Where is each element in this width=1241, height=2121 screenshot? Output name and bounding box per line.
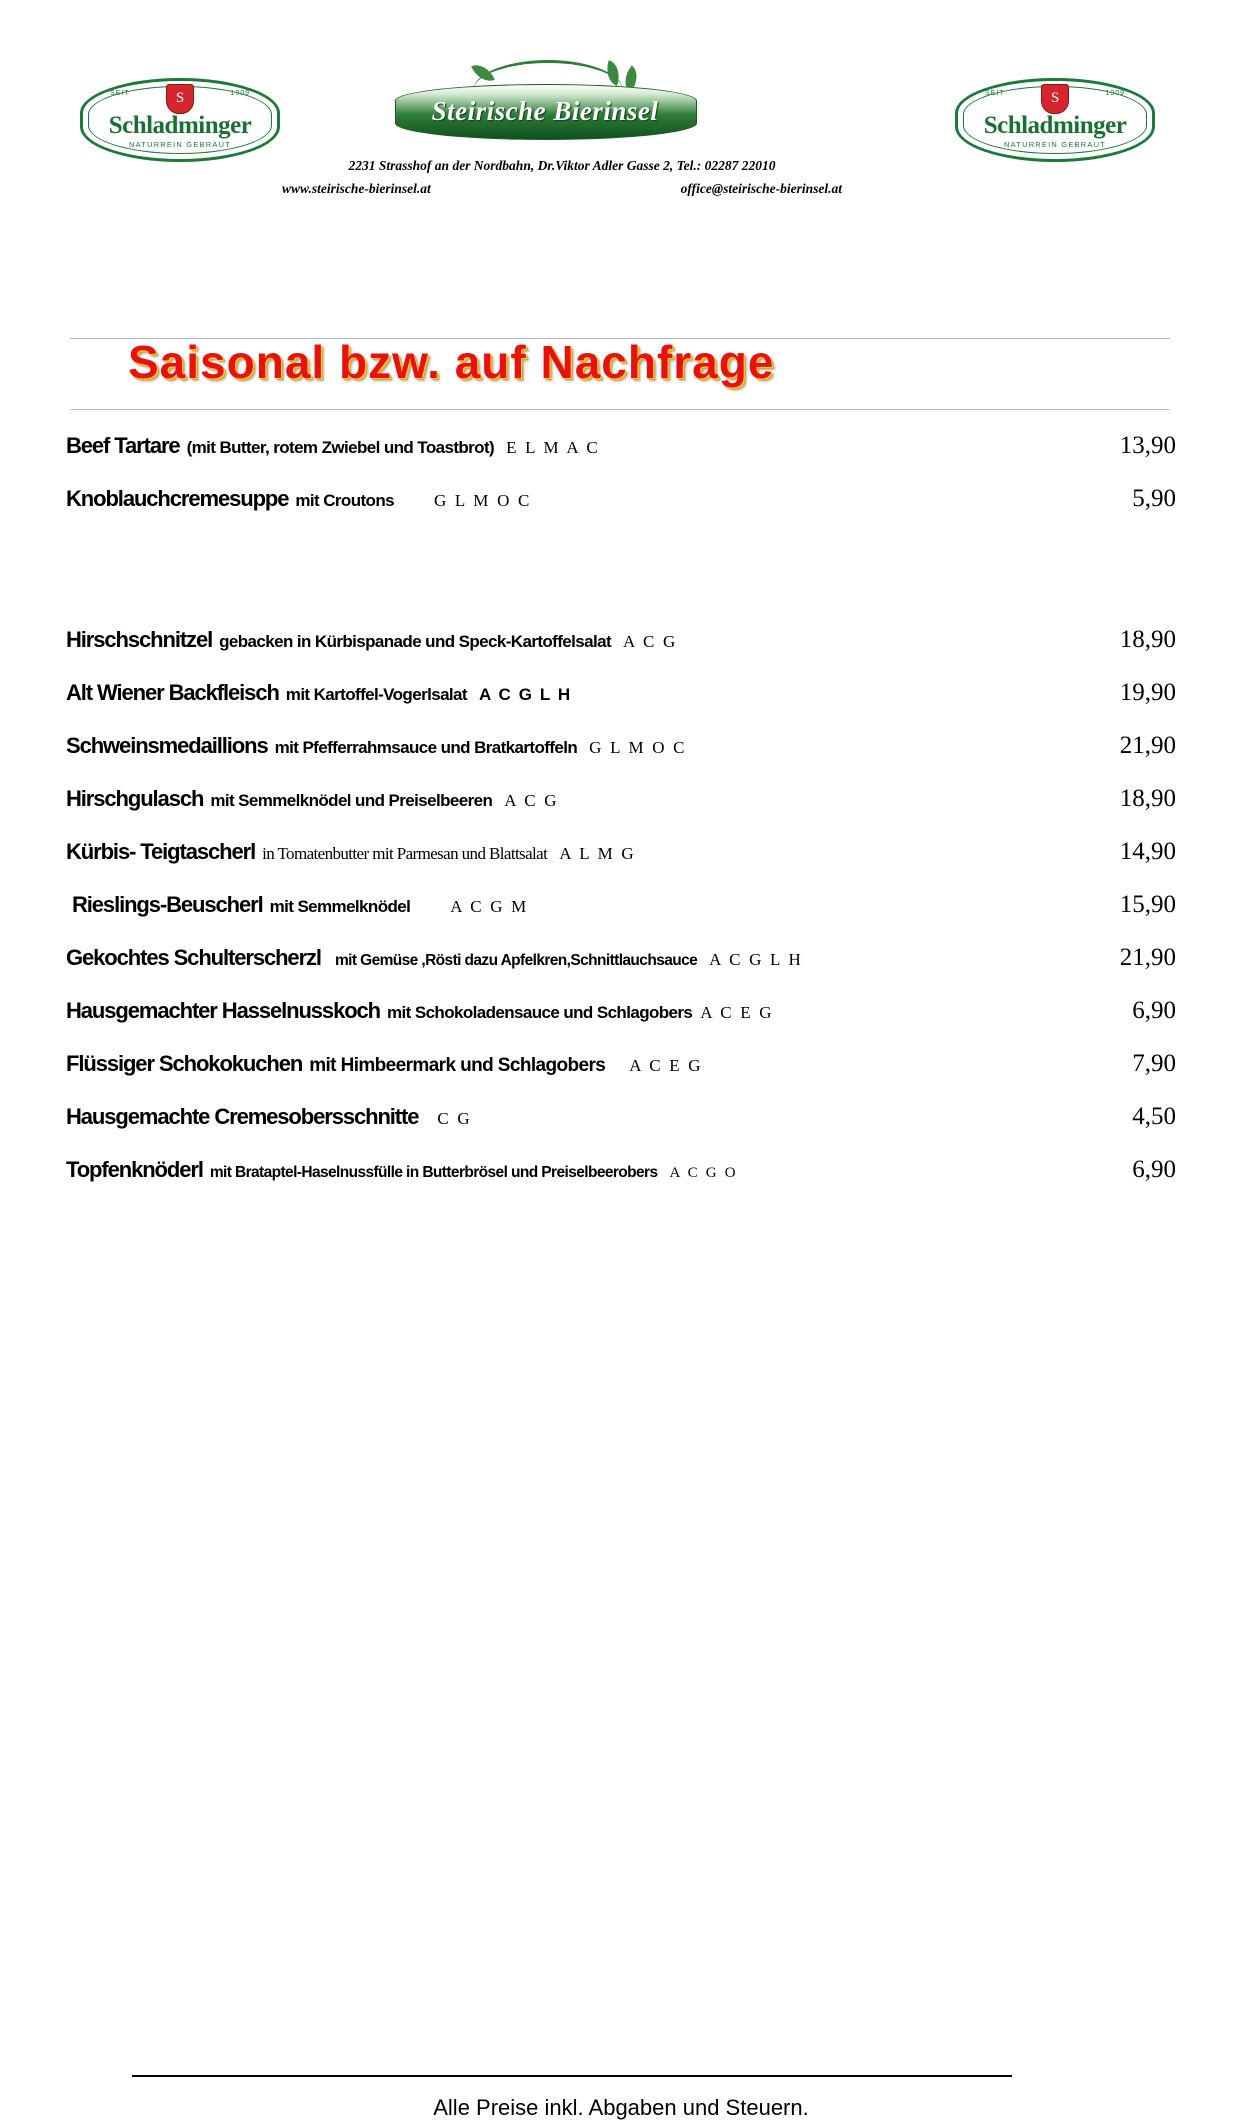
dish-name: Gekochtes Schulterscherzl [66,945,321,970]
dish-name: Schweinsmedaillions [66,733,268,758]
website-link[interactable]: www.steirische-bierinsel.at [282,181,431,196]
allergen-codes: A C G M [450,897,529,916]
crest-icon: S [1041,84,1069,114]
allergen-codes: A C G L H [478,685,572,704]
schladminger-logo-left [80,78,280,162]
allergen-codes: E L M A C [506,438,600,457]
dish-name: Hirschgulasch [66,786,204,811]
dish-name: Beef Tartare [66,433,180,458]
dish-name: Alt Wiener Backfleisch [66,680,279,705]
menu-list [66,432,1176,2120]
menu-item-row [66,626,1176,654]
dish-price: 14,90 [1119,838,1176,865]
allergen-codes: A C E G [629,1056,703,1075]
dish-description: mit Schokoladensauce und Schlagobers [387,1003,693,1022]
dish-price: 15,90 [1119,891,1176,918]
dish-name: Topfenknöderl [66,1157,203,1182]
contact-block [282,158,842,197]
dish-name: Kürbis- Teigtascherl [66,839,256,864]
logo-brand-name: Schladminger [108,112,252,139]
document-header [0,0,1241,215]
dish-name: Hirschschnitzel [66,627,213,652]
menu-item-row [66,432,1176,460]
crest-icon: S [166,84,194,114]
dish-price: 5,90 [1132,485,1176,512]
menu-item-row [66,485,1176,513]
schladminger-logo-right [955,78,1155,162]
dish-name: Rieslings-Beuscherl [72,892,263,917]
menu-item-row [66,838,1176,866]
logo-brand-name: Schladminger [983,112,1127,139]
dish-name: Hausgemachte Cremesobersschnitte [66,1104,419,1129]
dish-description: mit Pfefferrahmsauce und Bratkartoffeln [274,738,578,757]
dish-price: 6,90 [1132,1156,1176,1183]
menu-item-row [66,997,1176,1025]
allergen-codes: C G [437,1109,472,1128]
logo-year-right: 1909 [230,90,250,97]
menu-item-row [66,1050,1176,1078]
dish-price: 19,90 [1119,679,1176,706]
allergen-codes: A C E G [700,1003,774,1022]
dish-description: gebacken in Kürbispanade und Speck-Kartoffelsalat [219,632,612,651]
dish-description: mit Gemüse ,Rösti dazu Apfelkren,Schnittlauchsauce [334,952,698,969]
dish-price: 13,90 [1119,432,1176,459]
dish-price: 21,90 [1119,732,1176,759]
menu-item-row [66,944,1176,972]
dish-price: 21,90 [1119,944,1176,971]
allergen-codes: G L M O C [433,491,532,510]
logo-year-left: SEIT [985,90,1005,97]
dish-description: mit Semmelknödel [269,897,411,916]
footer-divider [132,2075,1012,2077]
dish-price: 4,50 [1132,1103,1176,1130]
menu-item-row [66,732,1176,760]
allergen-codes: A C G [504,791,559,810]
dish-name: Flüssiger Schokokuchen [66,1051,303,1076]
dish-price: 18,90 [1119,785,1176,812]
dish-price: 6,90 [1132,997,1176,1024]
menu-item-row [66,785,1176,813]
dish-price: 18,90 [1119,626,1176,653]
address-line: 2231 Strasshof an der Nordbahn, Dr.Viktor Adler Gasse 2, Tel.: 02287 22010 [348,158,776,173]
dish-description: mit Kartoffel-Vogerlsalat [285,685,467,704]
logo-year-right: 1909 [1105,90,1125,97]
menu-item-row [66,1156,1176,1184]
dish-description: mit Brataptel-Haselnussfülle in Butterbrösel und Preiselbeerobers [209,1164,658,1181]
restaurant-name: Steirische Bierinsel [431,96,659,126]
dish-description: mit Croutons [295,491,394,510]
dish-description: in Tomatenbutter mit Parmesan und Blattsalat [262,844,548,863]
menu-item-row [66,1103,1176,1131]
logo-year-left: SEIT [110,90,130,97]
logo-tagline: NATURREIN GEBRAUT [1004,140,1106,149]
section-title-banner [70,338,1170,410]
email-link[interactable]: office@steirische-bierinsel.at [680,181,842,196]
dish-name: Hausgemachter Hasselnusskoch [66,998,381,1023]
allergen-codes: A C G O [669,1165,738,1181]
logo-tagline: NATURREIN GEBRAUT [129,140,231,149]
allergen-codes: A L M G [559,844,636,863]
allergen-codes: A C G L H [709,950,803,969]
dish-name: Knoblauchcremesuppe [66,486,289,511]
menu-item-row [66,679,1176,707]
restaurant-emblem [395,58,695,158]
allergen-codes: A C G [623,632,678,651]
dish-description: (mit Butter, rotem Zwiebel und Toastbrot) [186,438,495,457]
dish-price: 7,90 [1132,1050,1176,1077]
dish-description: mit Himbeermark und Schlagobers [309,1055,606,1076]
menu-item-row [66,891,1176,919]
allergen-codes: G L M O C [589,738,687,757]
page-title: Saisonal bzw. auf Nachfrage [128,336,775,388]
footer-note: Alle Preise inkl. Abgaben und Steuern. [433,2095,809,2120]
dish-description: mit Semmelknödel und Preiselbeeren [210,791,493,810]
